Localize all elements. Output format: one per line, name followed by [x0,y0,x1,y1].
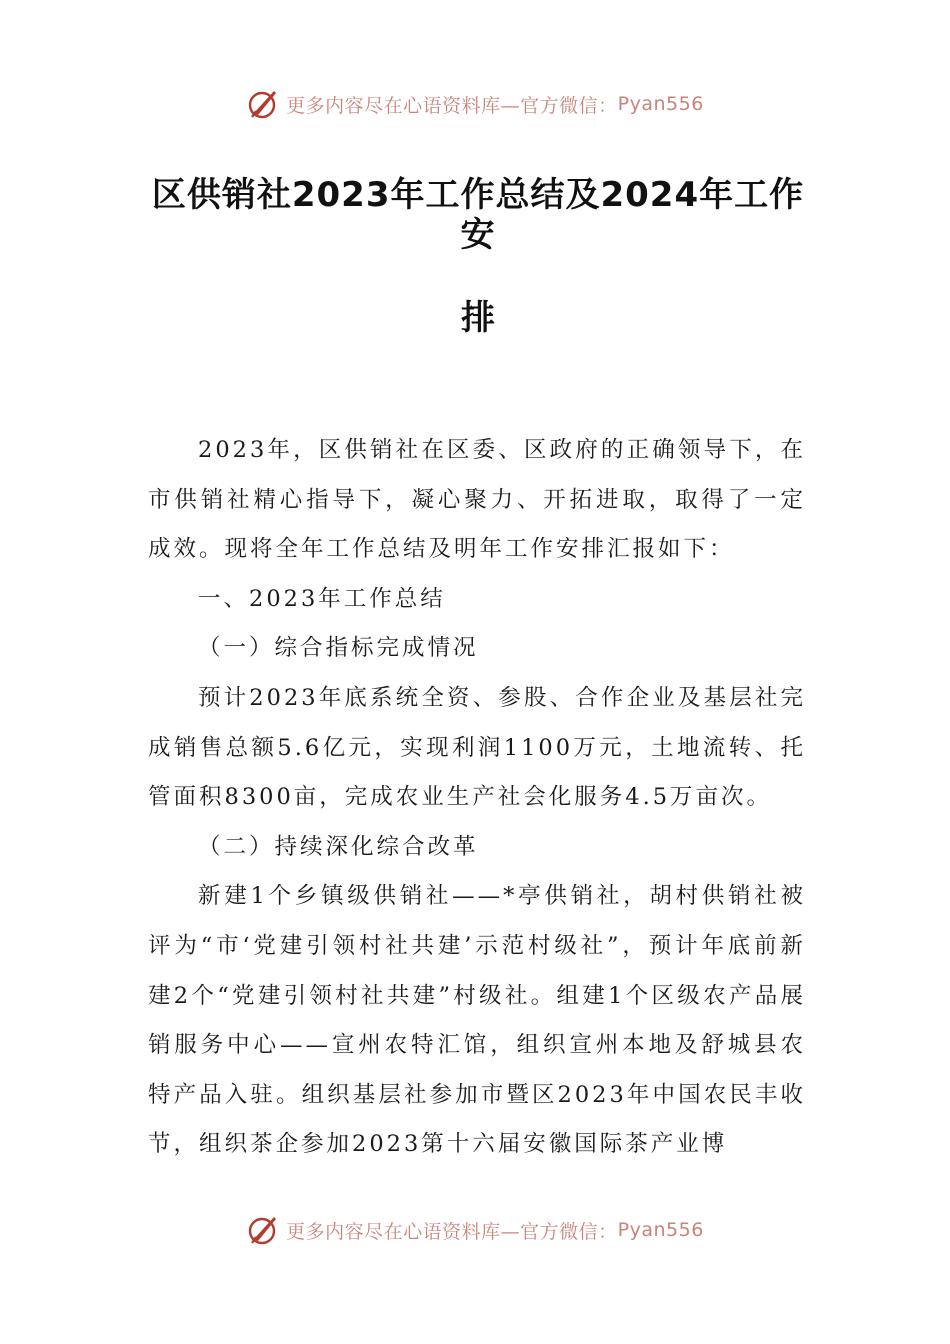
quill-logo-icon [246,87,280,121]
document-title-line-1: 区供销社2023年工作总结及2024年工作安 [151,175,805,255]
watermark-text: 更多内容尽在心语资料库—官方微信： [286,1220,618,1243]
subsection-heading: （一）综合指标完成情况 [198,635,479,662]
document-title-line-2: 排 [461,298,495,338]
watermark-banner-bottom [0,1208,950,1252]
intro-paragraph: 2023年，区供销社在区委、区政府的正确领导下，在市供销社精心指导下，凝心聚力、开拓进取，取得了一定成效。现将全年工作总结及明年工作安排汇报如下： [148,437,806,563]
watermark-wechat-id: Pyan556 [617,1219,704,1241]
watermark-text: 更多内容尽在心语资料库—官方微信： [286,94,618,117]
watermark-banner-top [0,82,950,126]
quill-logo-icon [246,1213,280,1247]
body-paragraph: 新建1个乡镇级供销社——*亭供销社，胡村供销社被评为“市‘党建引领村社共建’示范村级社”，预计年底前新建2个“党建引领村社共建”村级社。组建1个区级农产品展销服务中心——宣州农特汇馆，组织宣州本地及舒城县农特产品入驻。组织基层社参加市暨区2023年中国农民丰收节，组织茶企参加2023第十六届安徽国际茶产业博 [148,883,806,1158]
section-heading: 一、2023年工作总结 [198,585,446,612]
document-body [148,426,806,1170]
watermark-wechat-id: Pyan556 [617,93,704,115]
subsection-heading: （二）持续深化综合改革 [198,833,479,860]
body-paragraph: 预计2023年底系统全资、参股、合作企业及基层社完成销售总额5.6亿元，实现利润1100万元，土地流转、托管面积8300亩，完成农业生产社会化服务4.5万亩次。 [148,684,806,811]
